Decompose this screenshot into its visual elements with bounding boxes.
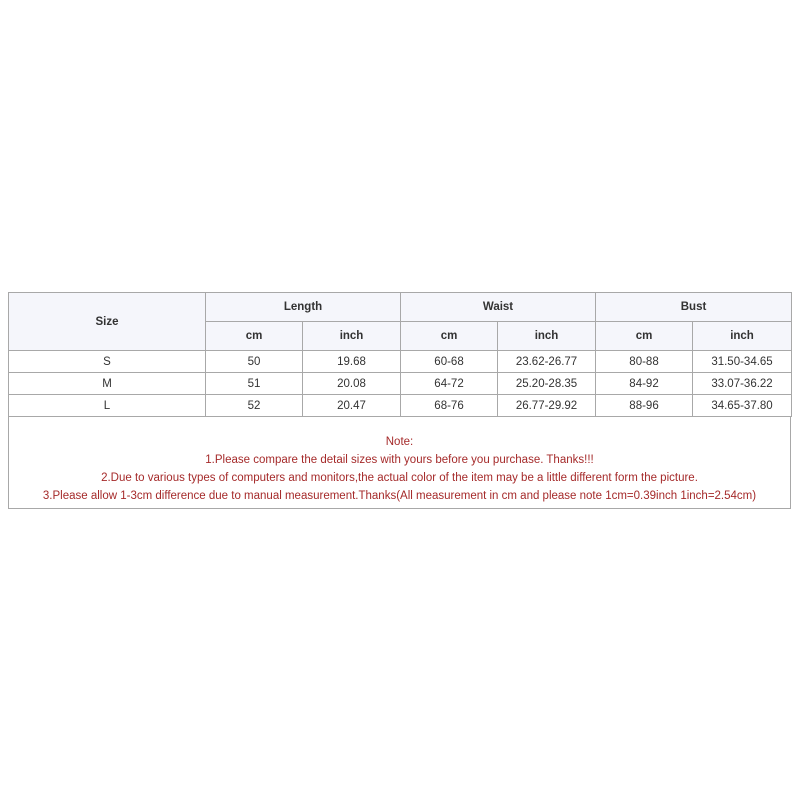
table-cell: 20.47: [303, 395, 401, 417]
size-value: L: [9, 395, 206, 417]
table-cell: 84-92: [596, 373, 693, 395]
size-table: [8, 292, 792, 417]
table-row: [9, 351, 792, 373]
unit-header: cm: [596, 322, 693, 351]
table-cell: 34.65-37.80: [693, 395, 792, 417]
table-cell: 52: [206, 395, 303, 417]
table-cell: 80-88: [596, 351, 693, 373]
table-cell: 26.77-29.92: [498, 395, 596, 417]
note-title: Note:: [385, 436, 414, 448]
table-row: [9, 373, 792, 395]
table-cell: 19.68: [303, 351, 401, 373]
table-row: [9, 395, 792, 417]
size-value: M: [9, 373, 206, 395]
table-cell: 25.20-28.35: [498, 373, 596, 395]
note-line-3: 3.Please allow 1-3cm difference due to manual measurement.Thanks(All measurement in cm and please note 1cm=0.39inch 1inch=2.54cm): [42, 490, 757, 502]
unit-header: inch: [303, 322, 401, 351]
notes-box: [8, 417, 791, 509]
bust-header: Bust: [596, 293, 792, 322]
header-row-groups: [9, 293, 792, 322]
table-cell: 68-76: [401, 395, 498, 417]
size-header: Size: [9, 293, 206, 351]
note-line-2: 2.Due to various types of computers and monitors,the actual color of the item may be a little different form the picture.: [101, 472, 698, 484]
table-cell: 33.07-36.22: [693, 373, 792, 395]
table-cell: 50: [206, 351, 303, 373]
table-cell: 88-96: [596, 395, 693, 417]
table-cell: 60-68: [401, 351, 498, 373]
size-value: S: [9, 351, 206, 373]
table-cell: 23.62-26.77: [498, 351, 596, 373]
waist-header: Waist: [401, 293, 596, 322]
unit-header: inch: [693, 322, 792, 351]
size-chart: [8, 292, 791, 509]
length-header: Length: [206, 293, 401, 322]
table-cell: 20.08: [303, 373, 401, 395]
table-cell: 51: [206, 373, 303, 395]
unit-header: cm: [401, 322, 498, 351]
unit-header: inch: [498, 322, 596, 351]
unit-header: cm: [206, 322, 303, 351]
table-cell: 31.50-34.65: [693, 351, 792, 373]
note-line-1: 1.Please compare the detail sizes with yours before you purchase. Thanks!!!: [205, 454, 594, 466]
table-cell: 64-72: [401, 373, 498, 395]
